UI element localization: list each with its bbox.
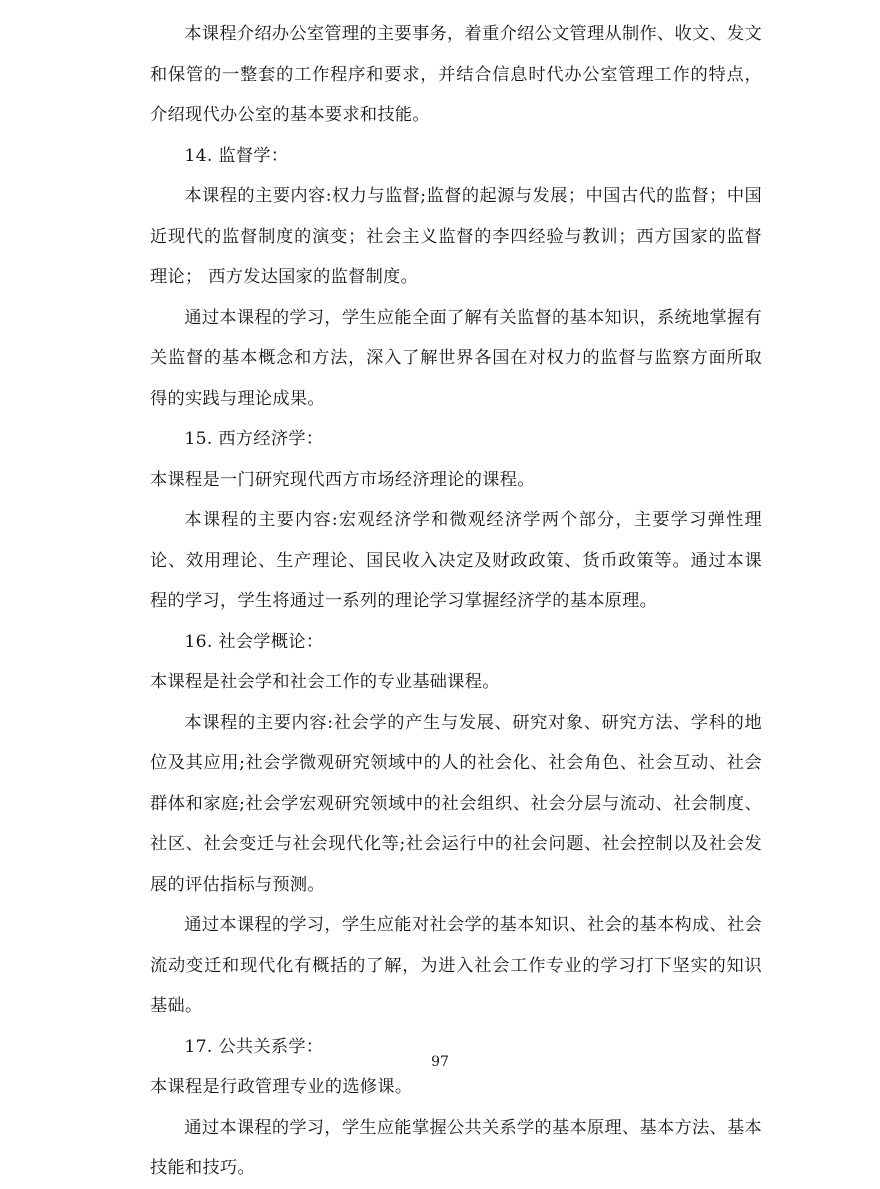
paragraph-sociology-content: 本课程的主要内容:社会学的产生与发展、研究对象、研究方法、学科的地位及其应用;社会学微观研究领域中的人的社会化、社会角色、社会互动、社会群体和家庭;社会学宏观研究领域中的社会组织、社会分层与流动、社会制度、社区、社会变迁与社会现代化等;社会运行中的社会问题、社会控制以及社会发展的评估指标与预测。 [150,712,762,895]
paragraph-public-relations-objectives: 通过本课程的学习，学生应能掌握公共关系学的基本原理、基本方法、基本技能和技巧。 [150,1117,762,1178]
section-heading-16: 16. 社会学概论： [184,631,324,652]
section-heading-15: 15. 西方经济学： [184,429,324,449]
paragraph-sociology-objectives: 通过本课程的学习，学生应能对社会学的基本知识、社会的基本构成、社会流动变迁和现代化有概括的了解，为进入社会工作专业的学习打下坚实的知识基础。 [150,915,762,1016]
page-number: 97 [431,1054,449,1070]
paragraph-western-economics-content: 本课程的主要内容:宏观经济学和微观经济学两个部分，主要学习弹性理论、效用理论、生产理论、国民收入决定及财政政策、货币政策等。通过本课程的学习，学生将通过一系列的理论学习掌握经济学的基本原理。 [150,510,762,611]
paragraph-western-economics-intro: 本课程是一门研究现代西方市场经济理论的课程。 [150,469,535,490]
paragraph-supervision-content: 本课程的主要内容:权力与监督;监督的起源与发展；中国古代的监督；中国近现代的监督制度的演变；社会主义监督的李四经验与教训；西方国家的监督理论； 西方发达国家的监督制度。 [150,186,762,287]
paragraph-sociology-intro: 本课程是社会学和社会工作的专业基础课程。 [150,672,500,692]
section-heading-14: 14. 监督学： [184,145,289,166]
paragraph-public-relations-intro: 本课程是行政管理专业的选修课。 [150,1077,413,1097]
paragraph-supervision-objectives: 通过本课程的学习，学生应能全面了解有关监督的基本知识，系统地掌握有关监督的基本概念和方法，深入了解世界各国在对权力的监督与监察方面所取得的实践与理论成果。 [150,307,762,409]
paragraph-office-management: 本课程介绍办公室管理的主要事务，着重介绍公文管理从制作、收文、发文和保管的一整套的工作程序和要求，并结合信息时代办公室管理工作的特点，介绍现代办公室的基本要求和技能。 [150,24,762,125]
section-heading-17: 17. 公共关系学： [184,1036,324,1057]
